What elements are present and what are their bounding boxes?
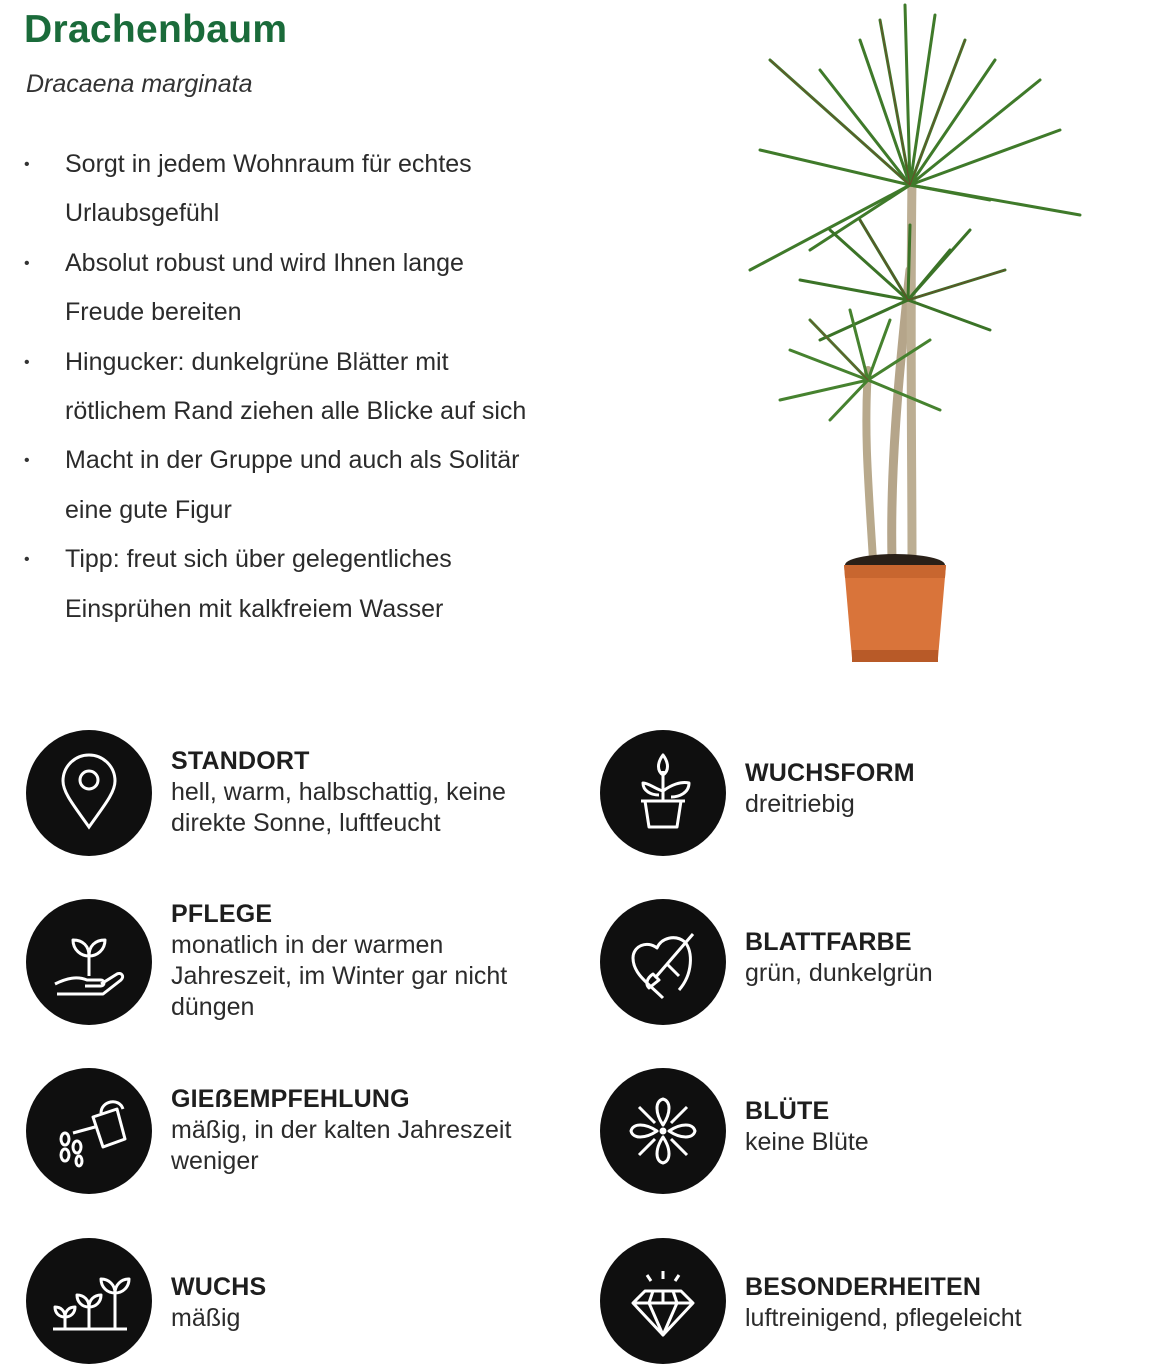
attribute-label: BLÜTE bbox=[745, 1097, 830, 1125]
feature-item: • Tipp: freut sich über gelegentliches Einsprühen mit kalkfreiem Wasser bbox=[24, 535, 584, 634]
watering-can-icon bbox=[45, 1087, 133, 1175]
attribute-label: BESONDERHEITEN bbox=[745, 1273, 982, 1301]
attribute-value: keine Blüte bbox=[745, 1128, 869, 1156]
attribute-value: weniger bbox=[171, 1147, 259, 1175]
growing-plants-icon bbox=[45, 1257, 133, 1345]
attribute-label: PFLEGE bbox=[171, 900, 273, 928]
hand-seedling-icon bbox=[45, 918, 133, 1006]
attribute-label: GIEẞEMPFEHLUNG bbox=[171, 1085, 410, 1113]
attribute-value: düngen bbox=[171, 993, 255, 1021]
feature-item: • Hingucker: dunkelgrüne Blätter mit rötlichem Rand ziehen alle Blicke auf sich bbox=[24, 338, 584, 437]
feature-item: • Sorgt in jedem Wohnraum für echtes Urlaubsgefühl bbox=[24, 140, 584, 239]
leaf-brush-icon bbox=[619, 918, 707, 1006]
attribute-value: hell, warm, halbschattig, keine bbox=[171, 778, 506, 806]
attribute-value: mäßig bbox=[171, 1304, 241, 1332]
attribute-label: WUCHS bbox=[171, 1273, 267, 1301]
feature-item: • Macht in der Gruppe und auch als Solitär eine gute Figur bbox=[24, 436, 584, 535]
attribute-value: direkte Sonne, luftfeucht bbox=[171, 809, 441, 837]
attribute-value: Jahreszeit, im Winter gar nicht bbox=[171, 962, 508, 990]
diamond-icon bbox=[619, 1257, 707, 1345]
plant-image bbox=[740, 0, 1090, 670]
potted-plant-icon bbox=[619, 749, 707, 837]
flower-icon bbox=[619, 1087, 707, 1175]
feature-item: • Absolut robust und wird Ihnen lange Freude bereiten bbox=[24, 239, 584, 338]
attribute-value: mäßig, in der kalten Jahreszeit bbox=[171, 1116, 512, 1144]
location-pin-icon bbox=[45, 749, 133, 837]
attribute-label: STANDORT bbox=[171, 747, 310, 775]
attribute-value: dreitriebig bbox=[745, 790, 855, 818]
latin-name: Dracaena marginata bbox=[26, 70, 253, 98]
attribute-value: grün, dunkelgrün bbox=[745, 959, 933, 987]
attribute-label: WUCHSFORM bbox=[745, 759, 915, 787]
attribute-value: monatlich in der warmen bbox=[171, 931, 444, 959]
feature-list bbox=[24, 140, 584, 634]
product-title: Drachenbaum bbox=[24, 8, 288, 51]
attribute-label: BLATTFARBE bbox=[745, 928, 912, 956]
attribute-value: luftreinigend, pflegeleicht bbox=[745, 1304, 1022, 1332]
